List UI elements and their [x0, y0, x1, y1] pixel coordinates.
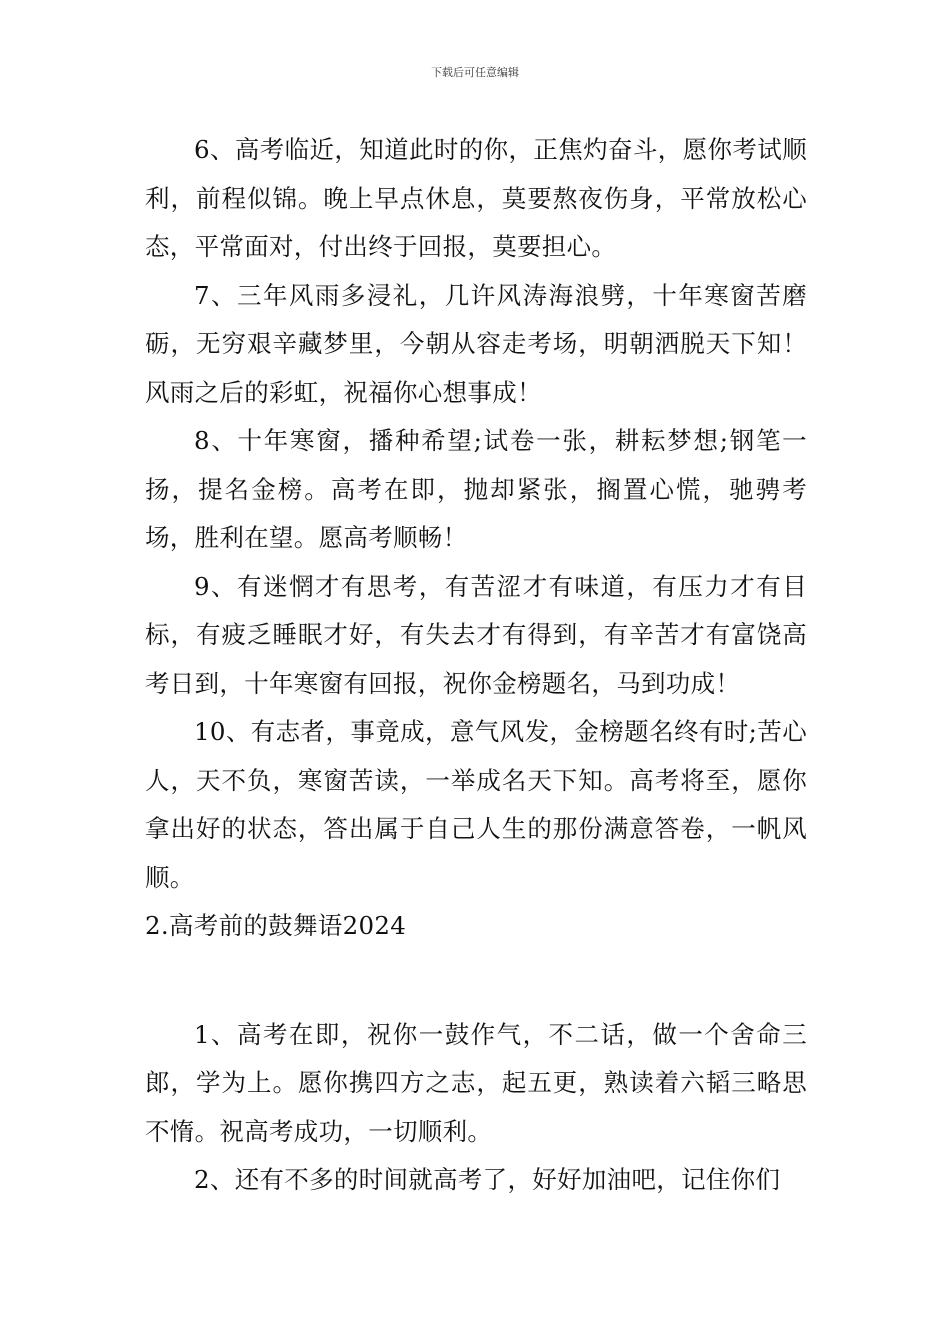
paragraph-2: 2、还有不多的时间就高考了，好好加油吧，记住你们 [194, 1165, 781, 1194]
paragraph-10: 10、有志者，事竟成，意气风发，金榜题名终有时;苦心人，天不负，寒窗苦读，一举成名天下知。高考将至，愿你拿出好的状态，答出属于自己人生的那份满意答卷，一帆风顺。 [145, 717, 807, 892]
paragraph-1: 1、高考在即，祝你一鼓作气，不二话，做一个舍命三郎，学为上。愿你携四方之志，起五更，熟读着六韬三略思不惰。祝高考成功，一切顺利。 [145, 1019, 807, 1146]
page-header-note: 下载后可任意编辑 [431, 66, 519, 79]
paragraph-8: 8、十年寒窗，播种希望;试卷一张，耕耘梦想;钢笔一扬，提名金榜。高考在即，抛却紧张，搁置心慌，驰骋考场，胜利在望。愿高考顺畅！ [145, 426, 807, 552]
document-body [145, 126, 807, 1205]
paragraph-7: 7、三年风雨多浸礼，几许风涛海浪劈，十年寒窗苦磨砺，无穷艰辛藏梦里，今朝从容走考场，明朝洒脱天下知！风雨之后的彩虹，祝福你心想事成！ [145, 280, 807, 407]
paragraph-9: 9、有迷惘才有思考，有苦涩才有味道，有压力才有目标，有疲乏睡眠才好，有失去才有得到，有辛苦才有富饶高考日到，十年寒窗有回报，祝你金榜题名，马到功成！ [145, 571, 807, 698]
section-spacer [145, 951, 807, 1011]
section-heading: 2.高考前的鼓舞语2024 [145, 911, 407, 940]
paragraph-6: 6、高考临近，知道此时的你，正焦灼奋斗，愿你考试顺利，前程似锦。晚上早点休息，莫要熬夜伤身，平常放松心态，平常面对，付出终于回报，莫要担心。 [145, 135, 807, 261]
